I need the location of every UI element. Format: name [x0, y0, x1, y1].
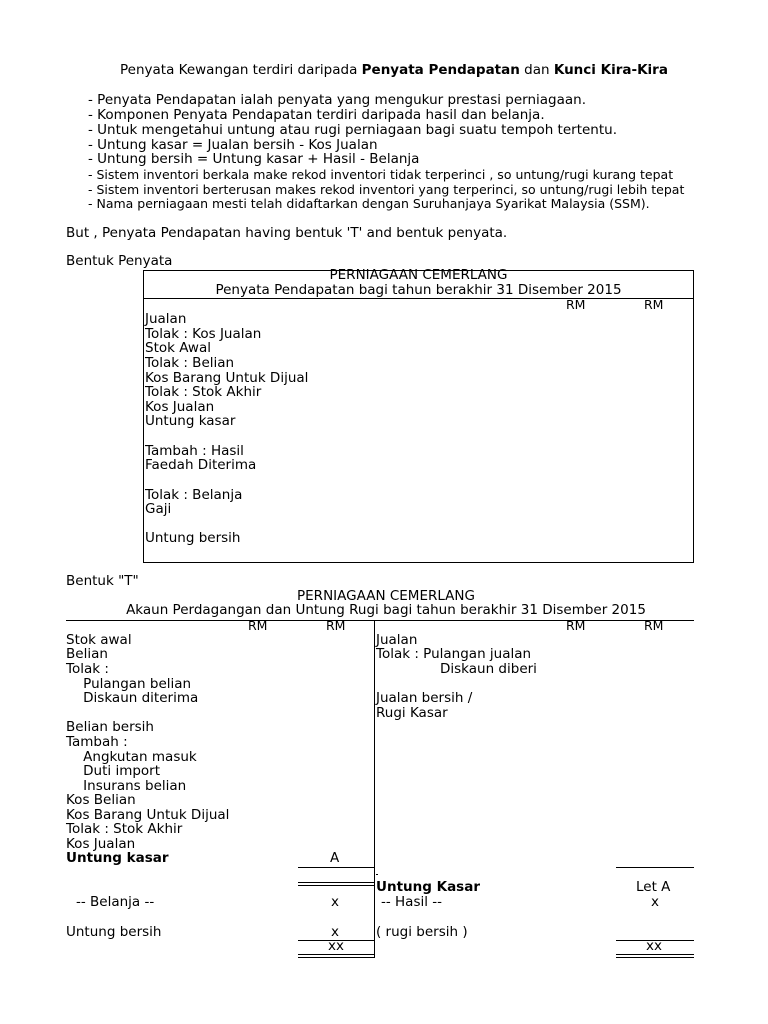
but-line: But , Penyata Pendapatan having bentuk 'T' and bentuk penyata. [66, 225, 508, 241]
form1-row: Tambah : Hasil [145, 443, 244, 459]
form2-right-gross-label: Untung Kasar [376, 879, 480, 895]
form2-right-row: Jualan [376, 632, 418, 648]
form1-row: Tolak : Belanja [145, 487, 243, 503]
form1-row: Untung kasar [145, 413, 236, 429]
left-rule [298, 957, 374, 958]
form2-gross-profit-label: Untung kasar [66, 850, 169, 866]
form1-row: Faedah Diterima [145, 457, 257, 473]
form2-income-label: -- Hasil -- [381, 894, 443, 910]
bullet-item: - Untung bersih = Untung kasar + Hasil - Belanja [88, 151, 420, 167]
intro-lead: Penyata Kewangan terdiri daripada [120, 62, 362, 78]
form2-left-total: xx [328, 938, 344, 954]
form1-row: Untung bersih [145, 530, 241, 546]
bullet-item: - Nama perniagaan mesti telah didaftarkan dengan Suruhanjaya Syarikat Malaysia (SSM). [88, 196, 650, 211]
form2-top-rule [66, 620, 694, 621]
form2-net-profit-value: x [331, 924, 339, 940]
intro-mid: dan [519, 62, 554, 78]
left-rule [298, 954, 374, 955]
form2-section-label: Bentuk "T" [66, 573, 139, 589]
form2-right-row: Jualan bersih / [376, 690, 473, 706]
form1-col2-header: RM [644, 297, 664, 312]
form2-left-row: Tambah : [66, 734, 128, 750]
form2-subtitle: Akaun Perdagangan dan Untung Rugi bagi tahun berakhir 31 Disember 2015 [126, 602, 646, 618]
form1-row: Jualan [145, 311, 187, 327]
form1-row: Kos Barang Untuk Dijual [145, 370, 309, 386]
form2-left-row: Angkutan masuk [66, 749, 197, 765]
form2-left-row: Kos Jualan [66, 836, 136, 852]
form1-company: PERNIAGAAN CEMERLANG [329, 267, 508, 283]
bullet-item: - Untuk mengetahui untung atau rugi perniagaan bagi suatu tempoh tertentu. [88, 122, 618, 138]
form2-right-row: Tolak : Pulangan jualan [376, 646, 532, 662]
form2-left-row: Pulangan belian [66, 676, 192, 692]
form2-company: PERNIAGAAN CEMERLANG [297, 588, 475, 604]
form2-left-row: Stok awal [66, 632, 132, 648]
form2-right-discount: Diskaun diberi [440, 661, 537, 677]
right-rule [616, 954, 694, 955]
form2-left-row: Belian bersih [66, 719, 154, 735]
bullet-item: - Komponen Penyata Pendapatan terdiri daripada hasil dan belanja. [88, 107, 545, 123]
form2-left-row: Duti import [66, 763, 161, 779]
form2-right-col2-header: RM [644, 618, 664, 633]
form2-left-row: Tolak : Stok Akhir [66, 821, 183, 837]
t-account-divider [374, 620, 375, 958]
form2-right-row: Rugi Kasar [376, 705, 448, 721]
form2-gross-profit-value: A [330, 850, 340, 866]
bullet-item: - Untung kasar = Jualan bersih - Kos Jualan [88, 137, 378, 153]
form2-left-row: Kos Belian [66, 792, 136, 808]
bullet-item: - Penyata Pendapatan ialah penyata yang mengukur prestasi perniagaan. [88, 92, 587, 108]
bullet-item: - Sistem inventori berterusan makes rekod inventori yang terperinci, so untung/rugi lebih tepat [88, 182, 685, 197]
right-rule [616, 867, 694, 868]
form2-left-col1-header: RM [248, 618, 268, 633]
form2-net-profit-label: Untung bersih [66, 924, 162, 940]
form1-row: Tolak : Kos Jualan [145, 326, 262, 342]
left-rule [298, 867, 374, 868]
form2-left-row: Insurans belian [66, 778, 187, 794]
form1-row: Tolak : Stok Akhir [145, 384, 262, 400]
right-rule [616, 957, 694, 958]
left-rule [298, 882, 374, 883]
form1-row: Stok Awal [145, 340, 211, 356]
form1-row: Tolak : Belian [145, 355, 235, 371]
form2-left-row: Belian [66, 646, 108, 662]
right-rule-stub [376, 874, 378, 875]
form2-income-value: x [651, 894, 659, 910]
bullet-item: - Sistem inventori berkala make rekod inventori tidak terperinci , so untung/rugi kurang tepat [88, 167, 674, 182]
form1-row: Kos Jualan [145, 399, 215, 415]
form1-header-divider [143, 298, 694, 299]
form2-net-loss-label: ( rugi bersih ) [376, 924, 468, 940]
intro-bold-income-statement: Penyata Pendapatan [361, 62, 520, 78]
intro-bold-balance-sheet: Kunci Kira-Kira [553, 62, 668, 78]
form2-expenses-value: x [331, 894, 339, 910]
form2-left-col2-header: RM [326, 618, 346, 633]
left-rule [298, 885, 374, 886]
form1-subtitle: Penyata Pendapatan bagi tahun berakhir 31 Disember 2015 [215, 282, 622, 298]
form2-right-gross-value: Let A [636, 879, 671, 895]
form2-left-row: Diskaun diterima [66, 690, 199, 706]
form1-row: Gaji [145, 501, 172, 517]
form2-left-row: Kos Barang Untuk Dijual [66, 807, 230, 823]
form2-left-row: Tolak : [66, 661, 109, 677]
form2-right-col1-header: RM [566, 618, 586, 633]
form2-right-total: xx [646, 938, 662, 954]
form1-section-label: Bentuk Penyata [66, 253, 173, 269]
form1-col1-header: RM [566, 297, 586, 312]
form2-expenses-label: -- Belanja -- [76, 894, 155, 910]
intro-line [120, 63, 668, 78]
